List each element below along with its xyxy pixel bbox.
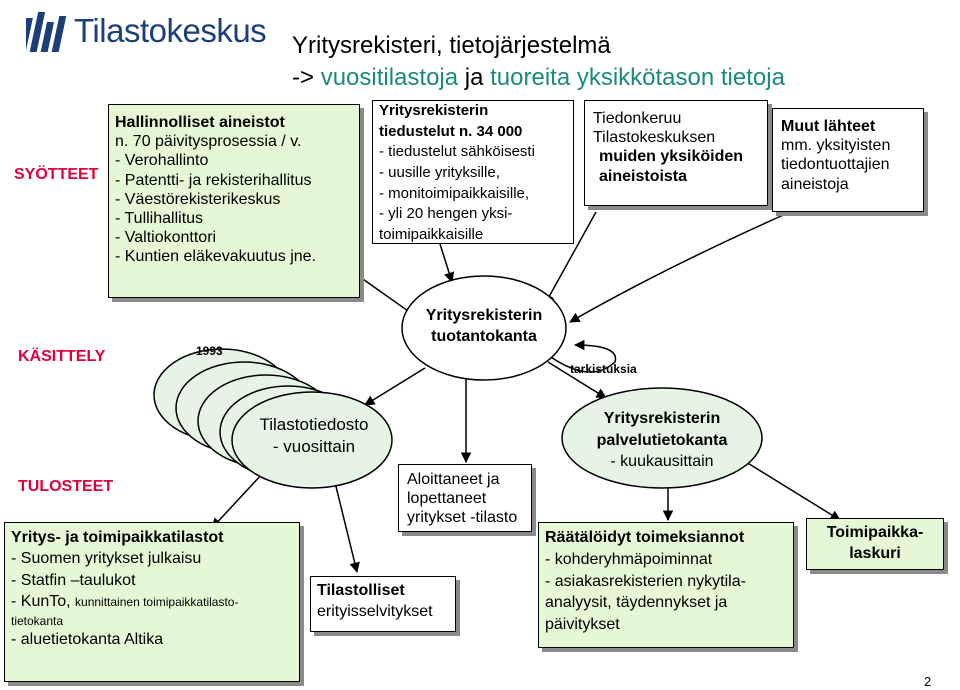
title-accent-2: tuoreita yksikkötason tietoja — [490, 64, 785, 92]
admin-line: - Tullihallitus — [115, 209, 204, 227]
special-line-1: Tilastolliset — [317, 582, 405, 599]
survey-heading-2: tiedustelut n. 34 000 — [379, 122, 523, 140]
collection-line-2: Tilastokeskuksen — [593, 129, 716, 147]
special-line-2: erityisselvitykset — [317, 602, 433, 620]
enterprise-heading: Yritys- ja toimipaikkatilastot — [11, 529, 224, 546]
startup-line-3: yritykset -tilasto — [407, 509, 518, 527]
admin-line: - Väestörekisterikeskus — [115, 190, 281, 208]
admin-line: n. 70 päivitysprosessia / v. — [115, 133, 302, 151]
establishment-line-1: Toimipaikka- — [826, 524, 924, 541]
survey-line: - uusille yrityksille, — [379, 164, 500, 182]
survey-line: toimipaikkaisille — [379, 226, 484, 244]
tailored-heading: Räätälöidyt toimeksiannot — [545, 529, 745, 546]
label-tulosteet: TULOSTEET — [18, 478, 114, 495]
enterprise-line-1: - Suomen yritykset julkaisu — [11, 550, 202, 568]
survey-line: - tiedustelut sähköisesti — [379, 143, 535, 161]
admin-line: - Valtiokonttori — [115, 229, 217, 247]
label-syotteet: SYÖTTEET — [14, 166, 99, 183]
stat-file — [244, 414, 384, 458]
logo-mark-icon — [26, 8, 70, 56]
startup-line-1: Aloittaneet ja — [407, 471, 500, 488]
enterprise-stats-box — [4, 522, 300, 682]
logo — [26, 6, 266, 60]
startup-line-2: lopettaneet — [407, 490, 487, 508]
other-line-4: aineistoja — [781, 175, 849, 193]
other-sources-box — [772, 108, 924, 212]
survey-box — [372, 100, 574, 244]
collection-line-3: muiden yksiköiden — [599, 148, 744, 166]
service-db-line-2: palvelutietokanta — [596, 431, 728, 449]
enterprise-line-5: - aluetietokanta Altika — [11, 630, 164, 648]
kunto-label: - KunTo, — [11, 593, 76, 611]
page-number: 2 — [924, 674, 932, 689]
year-label: 1993 — [196, 344, 223, 358]
tailored-box — [538, 522, 794, 648]
survey-heading-1: Yritysrekisterin — [379, 102, 489, 119]
page-title — [292, 30, 785, 95]
enterprise-line-2: - Statfin –taulukot — [11, 571, 136, 589]
other-line-1: Muut lähteet — [781, 118, 876, 135]
production-db-line-2: tuotantokanta — [431, 327, 537, 345]
admin-heading: Hallinnolliset aineistot — [115, 114, 285, 131]
title-arrow: -> — [292, 64, 321, 92]
tailored-line-3: analyysit, täydennykset ja — [545, 594, 728, 612]
logo-text: Tilastokeskus — [74, 12, 267, 49]
tailored-line-4: päivitykset — [545, 616, 620, 633]
other-line-3: tiedontuottajien — [781, 156, 890, 174]
production-db-line-1: Yritysrekisterin — [425, 307, 543, 324]
admin-line: - Verohallinto — [115, 152, 209, 170]
label-kasittely: KÄSITTELY — [18, 348, 106, 365]
admin-line: - Kuntien eläkevakuutus jne. — [115, 248, 317, 266]
collection-line-4: aineistoista — [599, 167, 688, 185]
title-mid: ja — [458, 64, 491, 92]
survey-line: - yli 20 hengen yksi- — [379, 205, 513, 223]
service-db-line-1: Yritysrekisterin — [603, 410, 721, 427]
other-line-2: mm. yksityisten — [781, 137, 891, 155]
kunto-desc: kunnittainen toimipaikkatilasto- — [75, 595, 239, 610]
checks-label: tarkistuksia — [570, 362, 637, 376]
enterprise-line-4: tietokanta — [11, 613, 64, 628]
startup-closure-box — [398, 464, 532, 532]
special-studies-box — [310, 576, 456, 632]
service-db — [566, 408, 758, 473]
title-line1: Yritysrekisteri, tietojärjestelmä — [292, 32, 611, 59]
title-accent-1: vuositilastoja — [320, 64, 459, 92]
admin-sources-box — [108, 104, 360, 298]
establishment-line-2: laskuri — [849, 544, 901, 562]
tailored-line-2: - asiakasrekisterien nykytila- — [545, 572, 746, 590]
service-db-line-3: - kuukausittain — [610, 453, 714, 471]
enterprise-line-3 — [11, 591, 293, 612]
tailored-line-1: - kohderyhmäpoiminnat — [545, 550, 713, 568]
establishment-box — [806, 518, 944, 570]
collection-line-1: Tiedonkeruu — [593, 110, 682, 127]
collection-box — [584, 100, 768, 206]
admin-line: - Patentti- ja rekisterihallitus — [115, 171, 312, 189]
title-line2 — [292, 62, 785, 94]
stat-file-line-2: - vuosittain — [272, 437, 356, 457]
stat-file-line-1: Tilastotiedosto — [259, 415, 369, 434]
survey-line: - monitoimipaikkaisille, — [379, 184, 530, 202]
production-db — [402, 306, 566, 348]
